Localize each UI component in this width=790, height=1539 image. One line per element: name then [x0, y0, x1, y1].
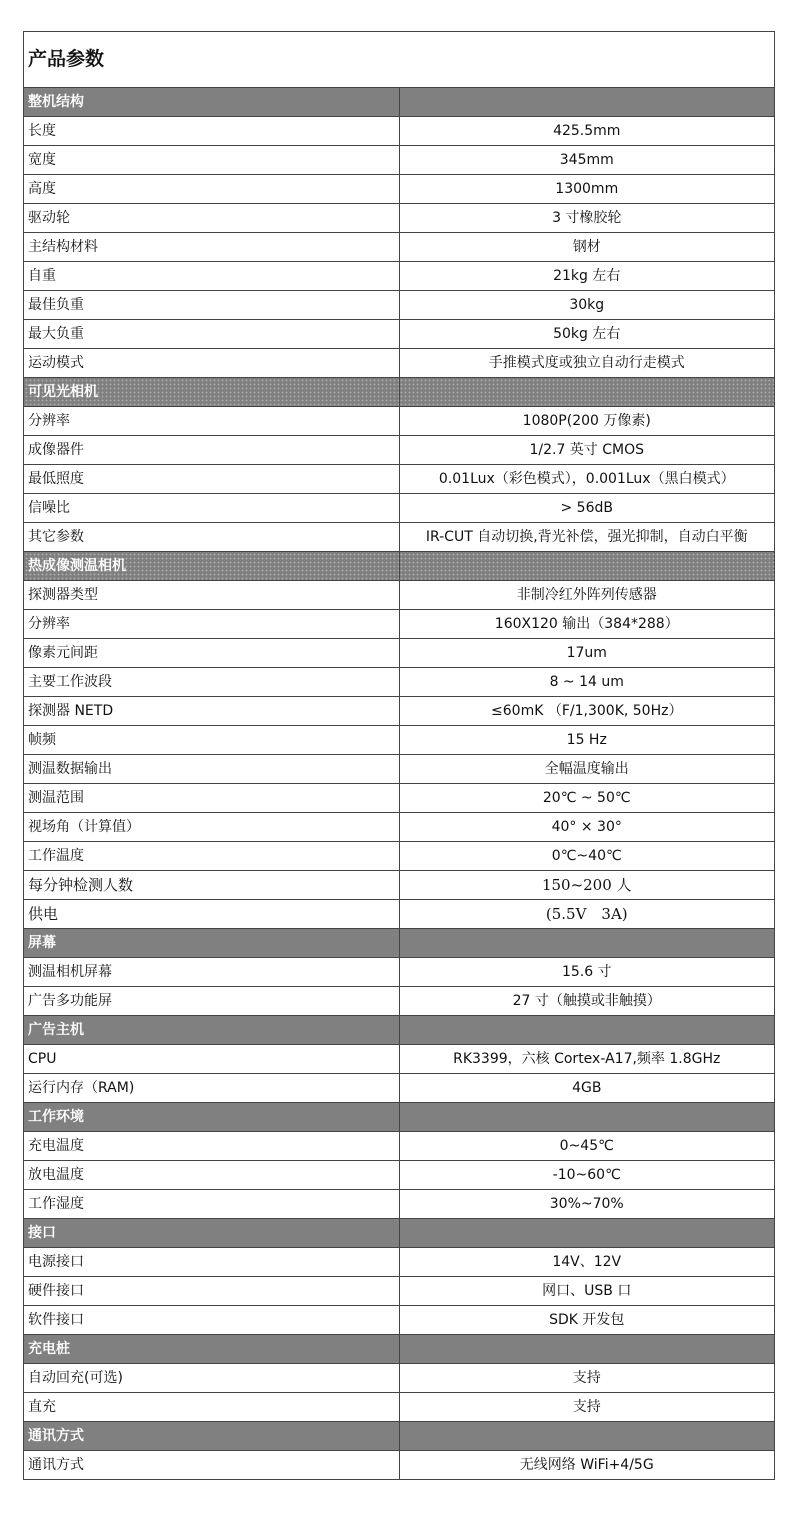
section-header-fill: [399, 1103, 775, 1132]
section-header-fill: [399, 88, 775, 117]
section-header: [24, 1016, 775, 1045]
spec-value: 无线网络 WiFi+4/5G: [399, 1451, 775, 1480]
spec-value: 15.6 寸: [399, 958, 775, 987]
spec-value: 15 Hz: [399, 726, 775, 755]
spec-row: [24, 494, 775, 523]
spec-row: [24, 465, 775, 494]
spec-label: 每分钟检测人数: [24, 871, 400, 900]
spec-label: 视场角（计算值）: [24, 813, 400, 842]
spec-row: [24, 146, 775, 175]
spec-label: 测温相机屏幕: [24, 958, 400, 987]
spec-row: [24, 1277, 775, 1306]
spec-value: 非制冷红外阵列传感器: [399, 581, 775, 610]
section-header-fill: [399, 1219, 775, 1248]
spec-row: [24, 1074, 775, 1103]
spec-label: 广告多功能屏: [24, 987, 400, 1016]
spec-row: [24, 175, 775, 204]
spec-label: CPU: [24, 1045, 400, 1074]
spec-label: 探测器 NETD: [24, 697, 400, 726]
spec-label: 直充: [24, 1393, 400, 1422]
spec-label: 供电: [24, 900, 400, 929]
spec-row: [24, 784, 775, 813]
spec-value: 8 ~ 14 um: [399, 668, 775, 697]
spec-value: 50kg 左右: [399, 320, 775, 349]
section-header: [24, 1335, 775, 1364]
section-header-fill: [399, 929, 775, 958]
section-header-fill: [399, 1335, 775, 1364]
spec-label: 充电温度: [24, 1132, 400, 1161]
spec-label: 通讯方式: [24, 1451, 400, 1480]
spec-value: 3 寸橡胶轮: [399, 204, 775, 233]
section-title: 可见光相机: [24, 378, 400, 407]
spec-value: 30kg: [399, 291, 775, 320]
spec-label: 分辨率: [24, 407, 400, 436]
section-title: 屏幕: [24, 929, 400, 958]
spec-row: [24, 1132, 775, 1161]
spec-row: [24, 1045, 775, 1074]
spec-value: 全幅温度输出: [399, 755, 775, 784]
spec-label: 高度: [24, 175, 400, 204]
section-header: [24, 1103, 775, 1132]
spec-label: 长度: [24, 117, 400, 146]
section-title: 充电桩: [24, 1335, 400, 1364]
section-header-fill: [399, 1016, 775, 1045]
spec-value: 0.01Lux（彩色模式），0.001Lux（黑白模式）: [399, 465, 775, 494]
spec-row: [24, 1451, 775, 1480]
section-header: [24, 1219, 775, 1248]
section-header-fill: [399, 552, 775, 581]
spec-label: 宽度: [24, 146, 400, 175]
spec-row: [24, 1306, 775, 1335]
section-title: 接口: [24, 1219, 400, 1248]
spec-label: 工作湿度: [24, 1190, 400, 1219]
spec-row: [24, 1248, 775, 1277]
spec-label: 最佳负重: [24, 291, 400, 320]
spec-label: 测温数据输出: [24, 755, 400, 784]
spec-row: [24, 117, 775, 146]
title-row: [24, 32, 775, 88]
spec-label: 最低照度: [24, 465, 400, 494]
spec-value: 1080P(200 万像素): [399, 407, 775, 436]
spec-row: [24, 842, 775, 871]
spec-label: 分辨率: [24, 610, 400, 639]
spec-value: 网口、USB 口: [399, 1277, 775, 1306]
spec-value: 17um: [399, 639, 775, 668]
spec-value: 21kg 左右: [399, 262, 775, 291]
spec-value: 支持: [399, 1393, 775, 1422]
spec-row: [24, 523, 775, 552]
spec-value: 27 寸（触摸或非触摸）: [399, 987, 775, 1016]
spec-label: 运行内存（RAM): [24, 1074, 400, 1103]
spec-value: > 56dB: [399, 494, 775, 523]
spec-value: 手推模式度或独立自动行走模式: [399, 349, 775, 378]
section-title: 工作环境: [24, 1103, 400, 1132]
spec-value: 支持: [399, 1364, 775, 1393]
spec-row: [24, 958, 775, 987]
spec-row: [24, 900, 775, 929]
section-header: [24, 1422, 775, 1451]
section-title: 热成像测温相机: [24, 552, 400, 581]
spec-value: RK3399，六核 Cortex-A17,频率 1.8GHz: [399, 1045, 775, 1074]
spec-value: ≤60mK （F/1,300K, 50Hz）: [399, 697, 775, 726]
section-header: [24, 929, 775, 958]
spec-label: 运动模式: [24, 349, 400, 378]
section-header: [24, 552, 775, 581]
section-title: 广告主机: [24, 1016, 400, 1045]
spec-row: [24, 668, 775, 697]
spec-value: 1300mm: [399, 175, 775, 204]
spec-value: 4GB: [399, 1074, 775, 1103]
spec-row: [24, 1393, 775, 1422]
section-header: [24, 378, 775, 407]
spec-row: [24, 1364, 775, 1393]
spec-row: [24, 581, 775, 610]
spec-label: 主要工作波段: [24, 668, 400, 697]
spec-label: 成像器件: [24, 436, 400, 465]
spec-label: 工作温度: [24, 842, 400, 871]
spec-value: 150~200 人: [399, 871, 775, 900]
section-header: [24, 88, 775, 117]
spec-label: 自重: [24, 262, 400, 291]
spec-value: (5.5V 3A): [399, 900, 775, 929]
spec-value: 345mm: [399, 146, 775, 175]
spec-label: 其它参数: [24, 523, 400, 552]
spec-row: [24, 755, 775, 784]
spec-value: 160X120 输出（384*288）: [399, 610, 775, 639]
spec-row: [24, 349, 775, 378]
spec-value: SDK 开发包: [399, 1306, 775, 1335]
spec-value: 40° × 30°: [399, 813, 775, 842]
spec-label: 测温范围: [24, 784, 400, 813]
spec-row: [24, 436, 775, 465]
spec-value: 0~45℃: [399, 1132, 775, 1161]
spec-row: [24, 726, 775, 755]
spec-label: 驱动轮: [24, 204, 400, 233]
spec-value: 1/2.7 英寸 CMOS: [399, 436, 775, 465]
spec-row: [24, 871, 775, 900]
spec-label: 探测器类型: [24, 581, 400, 610]
spec-row: [24, 813, 775, 842]
page-title: 产品参数: [24, 32, 775, 88]
spec-label: 信噪比: [24, 494, 400, 523]
spec-value: 30%~70%: [399, 1190, 775, 1219]
spec-value: 钢材: [399, 233, 775, 262]
section-title: 通讯方式: [24, 1422, 400, 1451]
spec-table: [23, 31, 775, 1480]
section-title: 整机结构: [24, 88, 400, 117]
spec-row: [24, 639, 775, 668]
spec-row: [24, 233, 775, 262]
spec-table-body: [24, 32, 775, 1480]
spec-row: [24, 987, 775, 1016]
spec-label: 软件接口: [24, 1306, 400, 1335]
spec-row: [24, 262, 775, 291]
spec-value: 425.5mm: [399, 117, 775, 146]
spec-row: [24, 1161, 775, 1190]
spec-label: 像素元间距: [24, 639, 400, 668]
spec-label: 自动回充(可选): [24, 1364, 400, 1393]
spec-label: 帧频: [24, 726, 400, 755]
spec-row: [24, 320, 775, 349]
spec-row: [24, 407, 775, 436]
spec-label: 放电温度: [24, 1161, 400, 1190]
spec-row: [24, 204, 775, 233]
section-header-fill: [399, 378, 775, 407]
spec-value: 20℃ ~ 50℃: [399, 784, 775, 813]
spec-row: [24, 1190, 775, 1219]
spec-label: 硬件接口: [24, 1277, 400, 1306]
spec-value: -10~60℃: [399, 1161, 775, 1190]
spec-label: 主结构材料: [24, 233, 400, 262]
spec-label: 最大负重: [24, 320, 400, 349]
spec-row: [24, 291, 775, 320]
spec-row: [24, 610, 775, 639]
spec-value: 0℃~40℃: [399, 842, 775, 871]
spec-row: [24, 697, 775, 726]
spec-value: IR-CUT 自动切换,背光补偿，强光抑制，自动白平衡: [399, 523, 775, 552]
spec-value: 14V、12V: [399, 1248, 775, 1277]
section-header-fill: [399, 1422, 775, 1451]
spec-label: 电源接口: [24, 1248, 400, 1277]
